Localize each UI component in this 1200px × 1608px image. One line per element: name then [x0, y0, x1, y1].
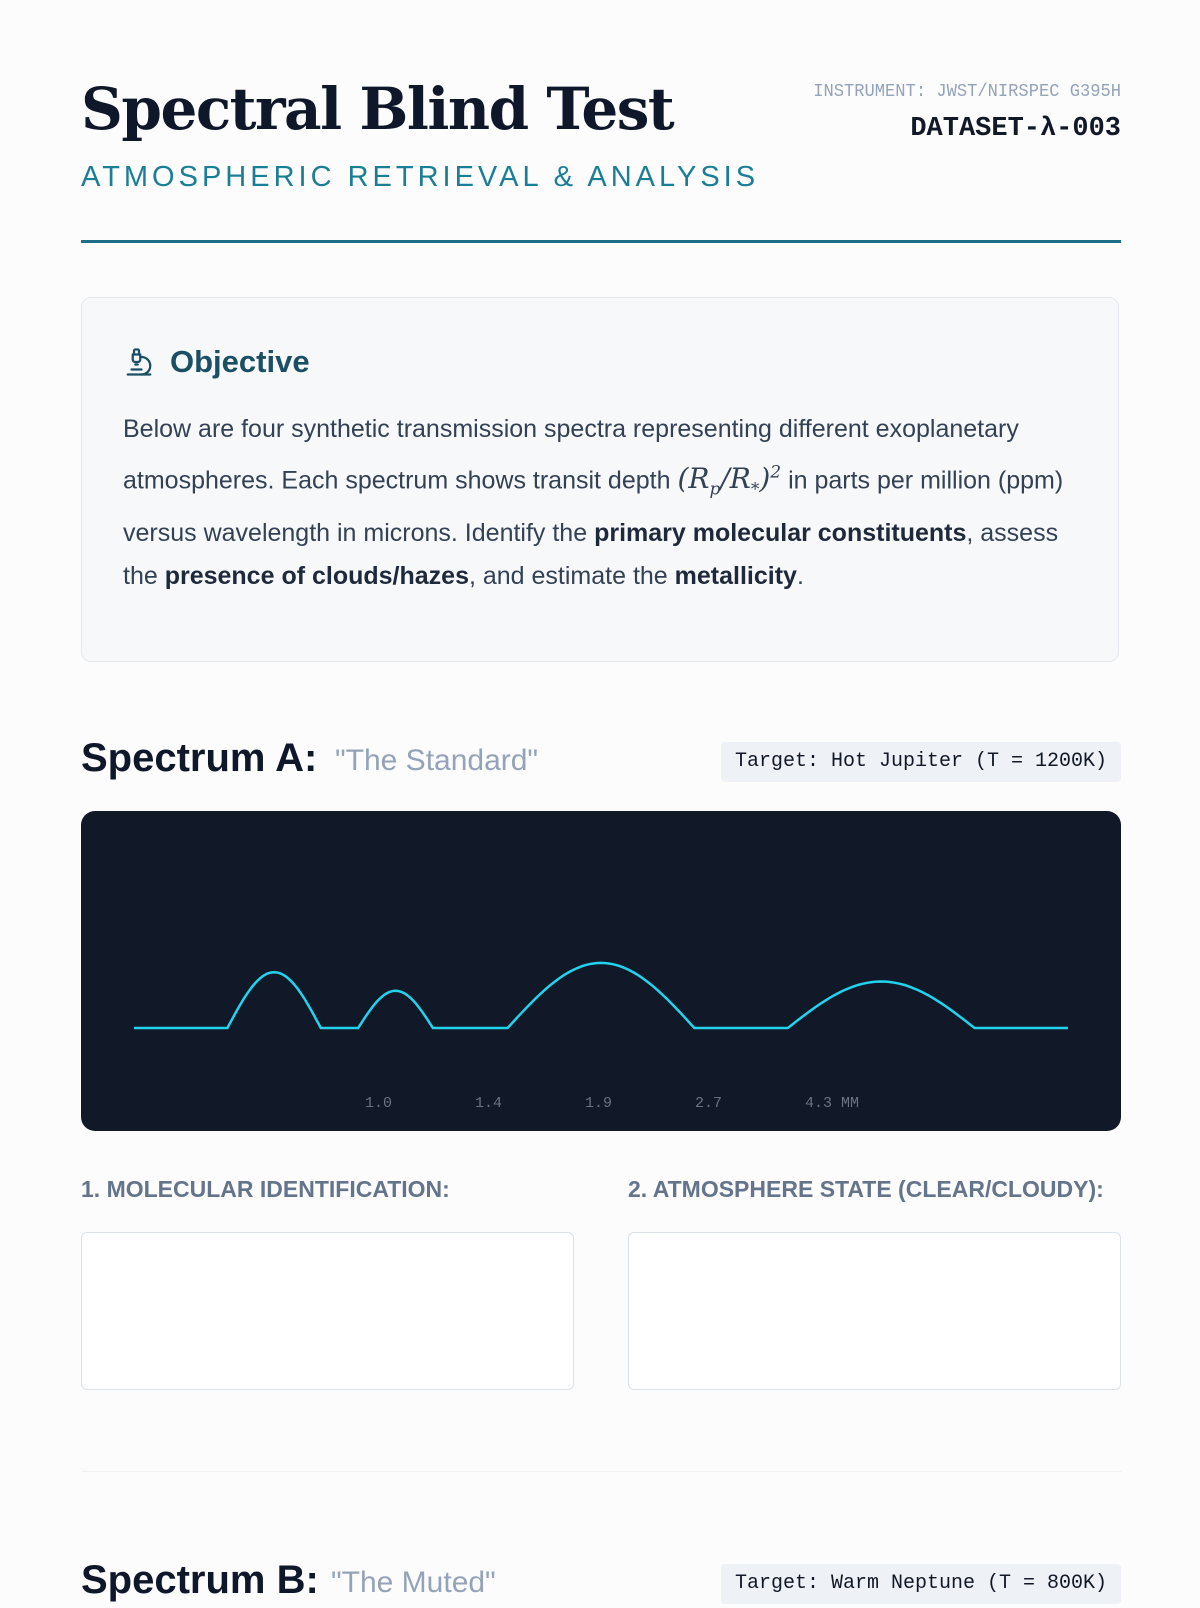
objective-emphasis: presence of clouds/hazes [164, 562, 469, 591]
spectrum-line [134, 963, 1068, 1028]
page-subtitle: ATMOSPHERIC RETRIEVAL & ANALYSIS [81, 161, 760, 193]
objective-text [123, 408, 1083, 599]
objective-emphasis: metallicity [674, 562, 797, 591]
spectrum-a-title: Spectrum A: [81, 736, 318, 780]
objective-text-part: , assess the [123, 518, 1059, 591]
transit-depth-formula: $(R_p/R_*)^2$ [677, 461, 782, 500]
spectrum-a-chart-svg [81, 811, 1121, 1131]
dataset-id: DATASET-λ-003 [910, 114, 1121, 144]
objective-text-part: . [796, 562, 804, 591]
x-tick-label: 1.0 [365, 1095, 393, 1112]
atmosphere-answer-field[interactable] [628, 1232, 1121, 1390]
page [81, 0, 1121, 1600]
header-divider [81, 240, 1121, 243]
spectrum-b-header [81, 1558, 1121, 1608]
section-divider [81, 1471, 1121, 1472]
objective-text-part: , and estimate the [468, 562, 675, 591]
objective-emphasis: primary molecular constituents [594, 518, 967, 547]
spectrum-b-title: Spectrum B: [81, 1558, 319, 1602]
spectrum-b-nickname: "The Muted" [331, 1566, 496, 1599]
question-molecular-label: 1. MOLECULAR IDENTIFICATION: [81, 1176, 450, 1202]
spectrum-b-target-badge: Target: Warm Neptune (T = 800K) [721, 1564, 1121, 1604]
objective-header [124, 344, 310, 380]
x-tick-label: 2.7 [695, 1095, 723, 1112]
objective-title: Objective [170, 344, 310, 379]
x-tick-label: 1.9 [585, 1095, 613, 1112]
microscope-icon [124, 347, 154, 377]
objective-text-part: in parts per million (ppm) versus wavelength in microns. Identify the [123, 465, 1064, 547]
spectrum-a-chart [81, 811, 1121, 1131]
question-atmosphere-label: 2. ATMOSPHERE STATE (CLEAR/CLOUDY): [628, 1176, 1104, 1202]
molecular-answer-field[interactable] [81, 1232, 574, 1390]
x-tick-label: 4.3 MM [805, 1095, 860, 1112]
spectrum-a-nickname: "The Standard" [335, 744, 539, 777]
spectrum-a-target-badge: Target: Hot Jupiter (T = 1200K) [721, 742, 1121, 782]
x-tick-label: 1.4 [475, 1095, 503, 1112]
objective-card [81, 297, 1119, 662]
page-title: Spectral Blind Test [81, 75, 674, 143]
spectrum-a-header [81, 736, 1121, 786]
instrument-label: INSTRUMENT: JWST/NIRSPEC G395H [813, 82, 1121, 102]
objective-text-part: Below are four synthetic transmission spectra representing different exoplanetary atmospheres. Each spectrum shows transit depth [123, 415, 1019, 494]
